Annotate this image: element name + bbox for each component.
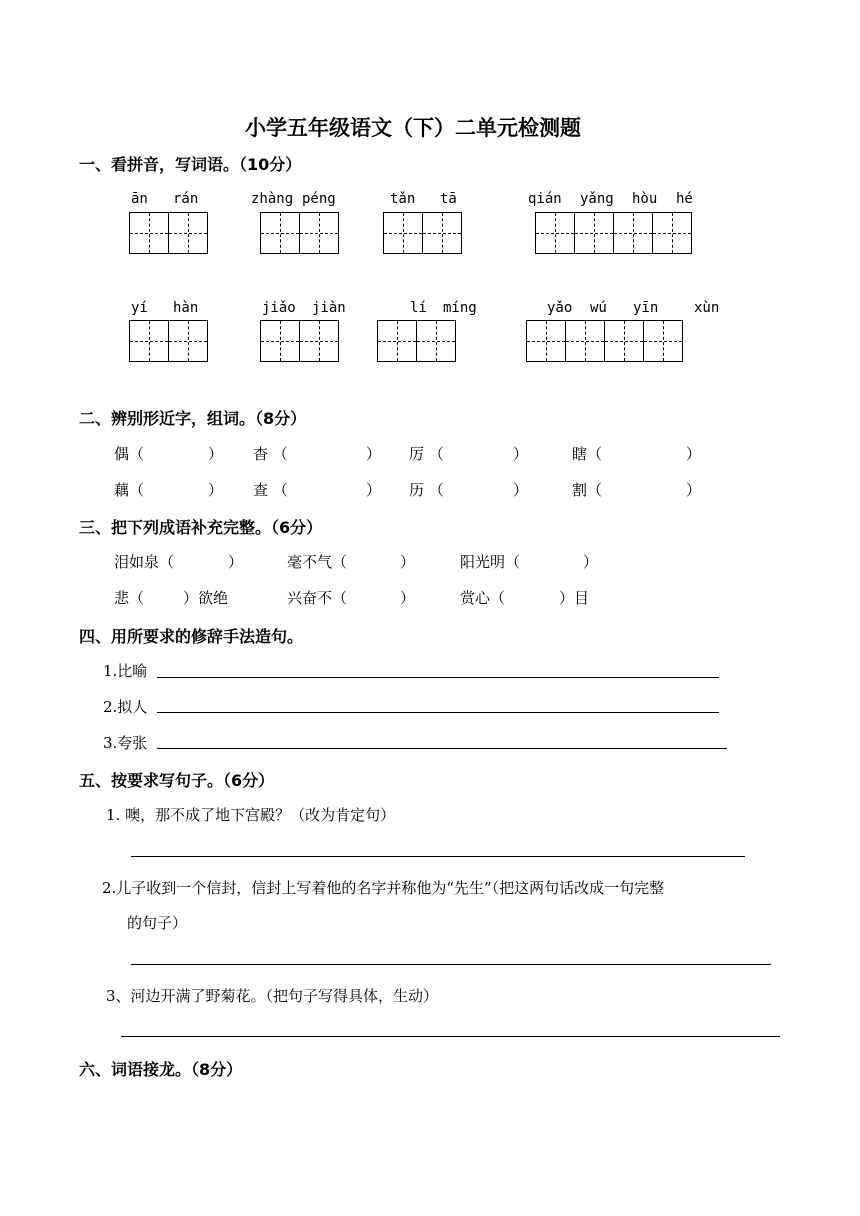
section-3-heading: 三、把下列成语补充完整。（6分） [79, 518, 323, 537]
pinyin: wú [590, 300, 607, 316]
idiom-item: 赏心（ [460, 589, 506, 607]
writing-grid[interactable] [260, 320, 339, 362]
idiom-item: 泪如泉（ [114, 553, 175, 571]
idiom-item: 阳光明（ [460, 553, 521, 571]
writing-grid[interactable] [129, 320, 208, 362]
paren-close: ） [400, 589, 416, 607]
writing-grid[interactable] [129, 212, 208, 254]
page-title: 小学五年级语文（下）二单元检测题 [245, 115, 581, 140]
paren-close: ） [208, 445, 224, 463]
answer-line[interactable] [157, 712, 719, 713]
pinyin: hàn [173, 300, 199, 316]
answer-line[interactable] [157, 748, 727, 749]
pinyin: tǎn [390, 191, 416, 207]
pinyin: hòu [632, 191, 658, 207]
section-2-heading: 二、辨别形近字，组词。（8分） [79, 409, 307, 428]
char-item: 偶（ [114, 445, 145, 463]
writing-grid[interactable] [377, 320, 456, 362]
pinyin: ān [131, 191, 148, 207]
answer-line[interactable] [131, 964, 771, 965]
pinyin: jiǎo [262, 300, 296, 316]
paren-close: ） [686, 445, 702, 463]
paren-close: ） [400, 553, 416, 571]
idiom-item: 悲（ [114, 589, 145, 607]
answer-line[interactable] [121, 1036, 780, 1037]
paren-close: ） [513, 445, 529, 463]
section-4-heading: 四、用所要求的修辞手法造句。 [79, 627, 304, 646]
char-item: 杳 （ [253, 445, 288, 463]
idiom-item: 毫不气（ [287, 553, 348, 571]
char-item: 藕（ [114, 481, 145, 499]
paren-close: ） [208, 481, 224, 499]
idiom-tail: ）目 [559, 589, 590, 607]
section-6-heading: 六、词语接龙。（8分） [79, 1060, 243, 1079]
pinyin: péng [302, 191, 336, 207]
pinyin: yí [131, 300, 148, 316]
paren-close: ） [366, 481, 382, 499]
char-item: 厉 （ [409, 445, 444, 463]
pinyin: rán [173, 191, 199, 207]
char-item: 瞎（ [572, 445, 603, 463]
writing-grid[interactable] [260, 212, 339, 254]
question: 3、河边开满了野菊花。（把句子写得具体，生动） [106, 987, 439, 1005]
pinyin: yǎo [547, 300, 573, 316]
paren-close: ） [366, 445, 382, 463]
pinyin: tā [440, 191, 457, 207]
pinyin: yǎng [580, 191, 614, 207]
question-cont: 的句子） [127, 914, 188, 932]
rhetoric-item: 2.拟人 [103, 698, 148, 716]
paren-close: ） [686, 481, 702, 499]
writing-grid[interactable] [383, 212, 462, 254]
paren-close: ） [513, 481, 529, 499]
writing-grid[interactable] [526, 320, 683, 362]
pinyin: hé [676, 191, 693, 207]
rhetoric-item: 1.比喻 [103, 662, 148, 680]
question: 2.儿子收到一个信封，信封上写着他的名字并称他为“先生”（把这两句话改成一句完整 [102, 879, 665, 897]
paren-close: ） [583, 553, 599, 571]
paren-close: ） [228, 553, 244, 571]
pinyin: xùn [694, 300, 720, 316]
char-item: 历 （ [409, 481, 444, 499]
pinyin: míng [443, 300, 477, 316]
char-item: 查 （ [253, 481, 288, 499]
idiom-item: 兴奋不（ [287, 589, 348, 607]
section-1-heading: 一、看拼音，写词语。（10分） [79, 155, 302, 174]
idiom-tail: ）欲绝 [183, 589, 229, 607]
pinyin: lí [410, 300, 427, 316]
char-item: 割（ [572, 481, 603, 499]
rhetoric-item: 3.夸张 [103, 734, 148, 752]
answer-line[interactable] [131, 856, 745, 857]
writing-grid[interactable] [535, 212, 692, 254]
answer-line[interactable] [157, 677, 719, 678]
pinyin: jiàn [312, 300, 346, 316]
section-5-heading: 五、按要求写句子。（6分） [79, 771, 275, 790]
question: 1. 噢，那不成了地下宫殿？（改为肯定句） [106, 806, 396, 824]
pinyin: qián [528, 191, 562, 207]
pinyin: yīn [633, 300, 659, 316]
pinyin: zhàng [251, 191, 294, 207]
